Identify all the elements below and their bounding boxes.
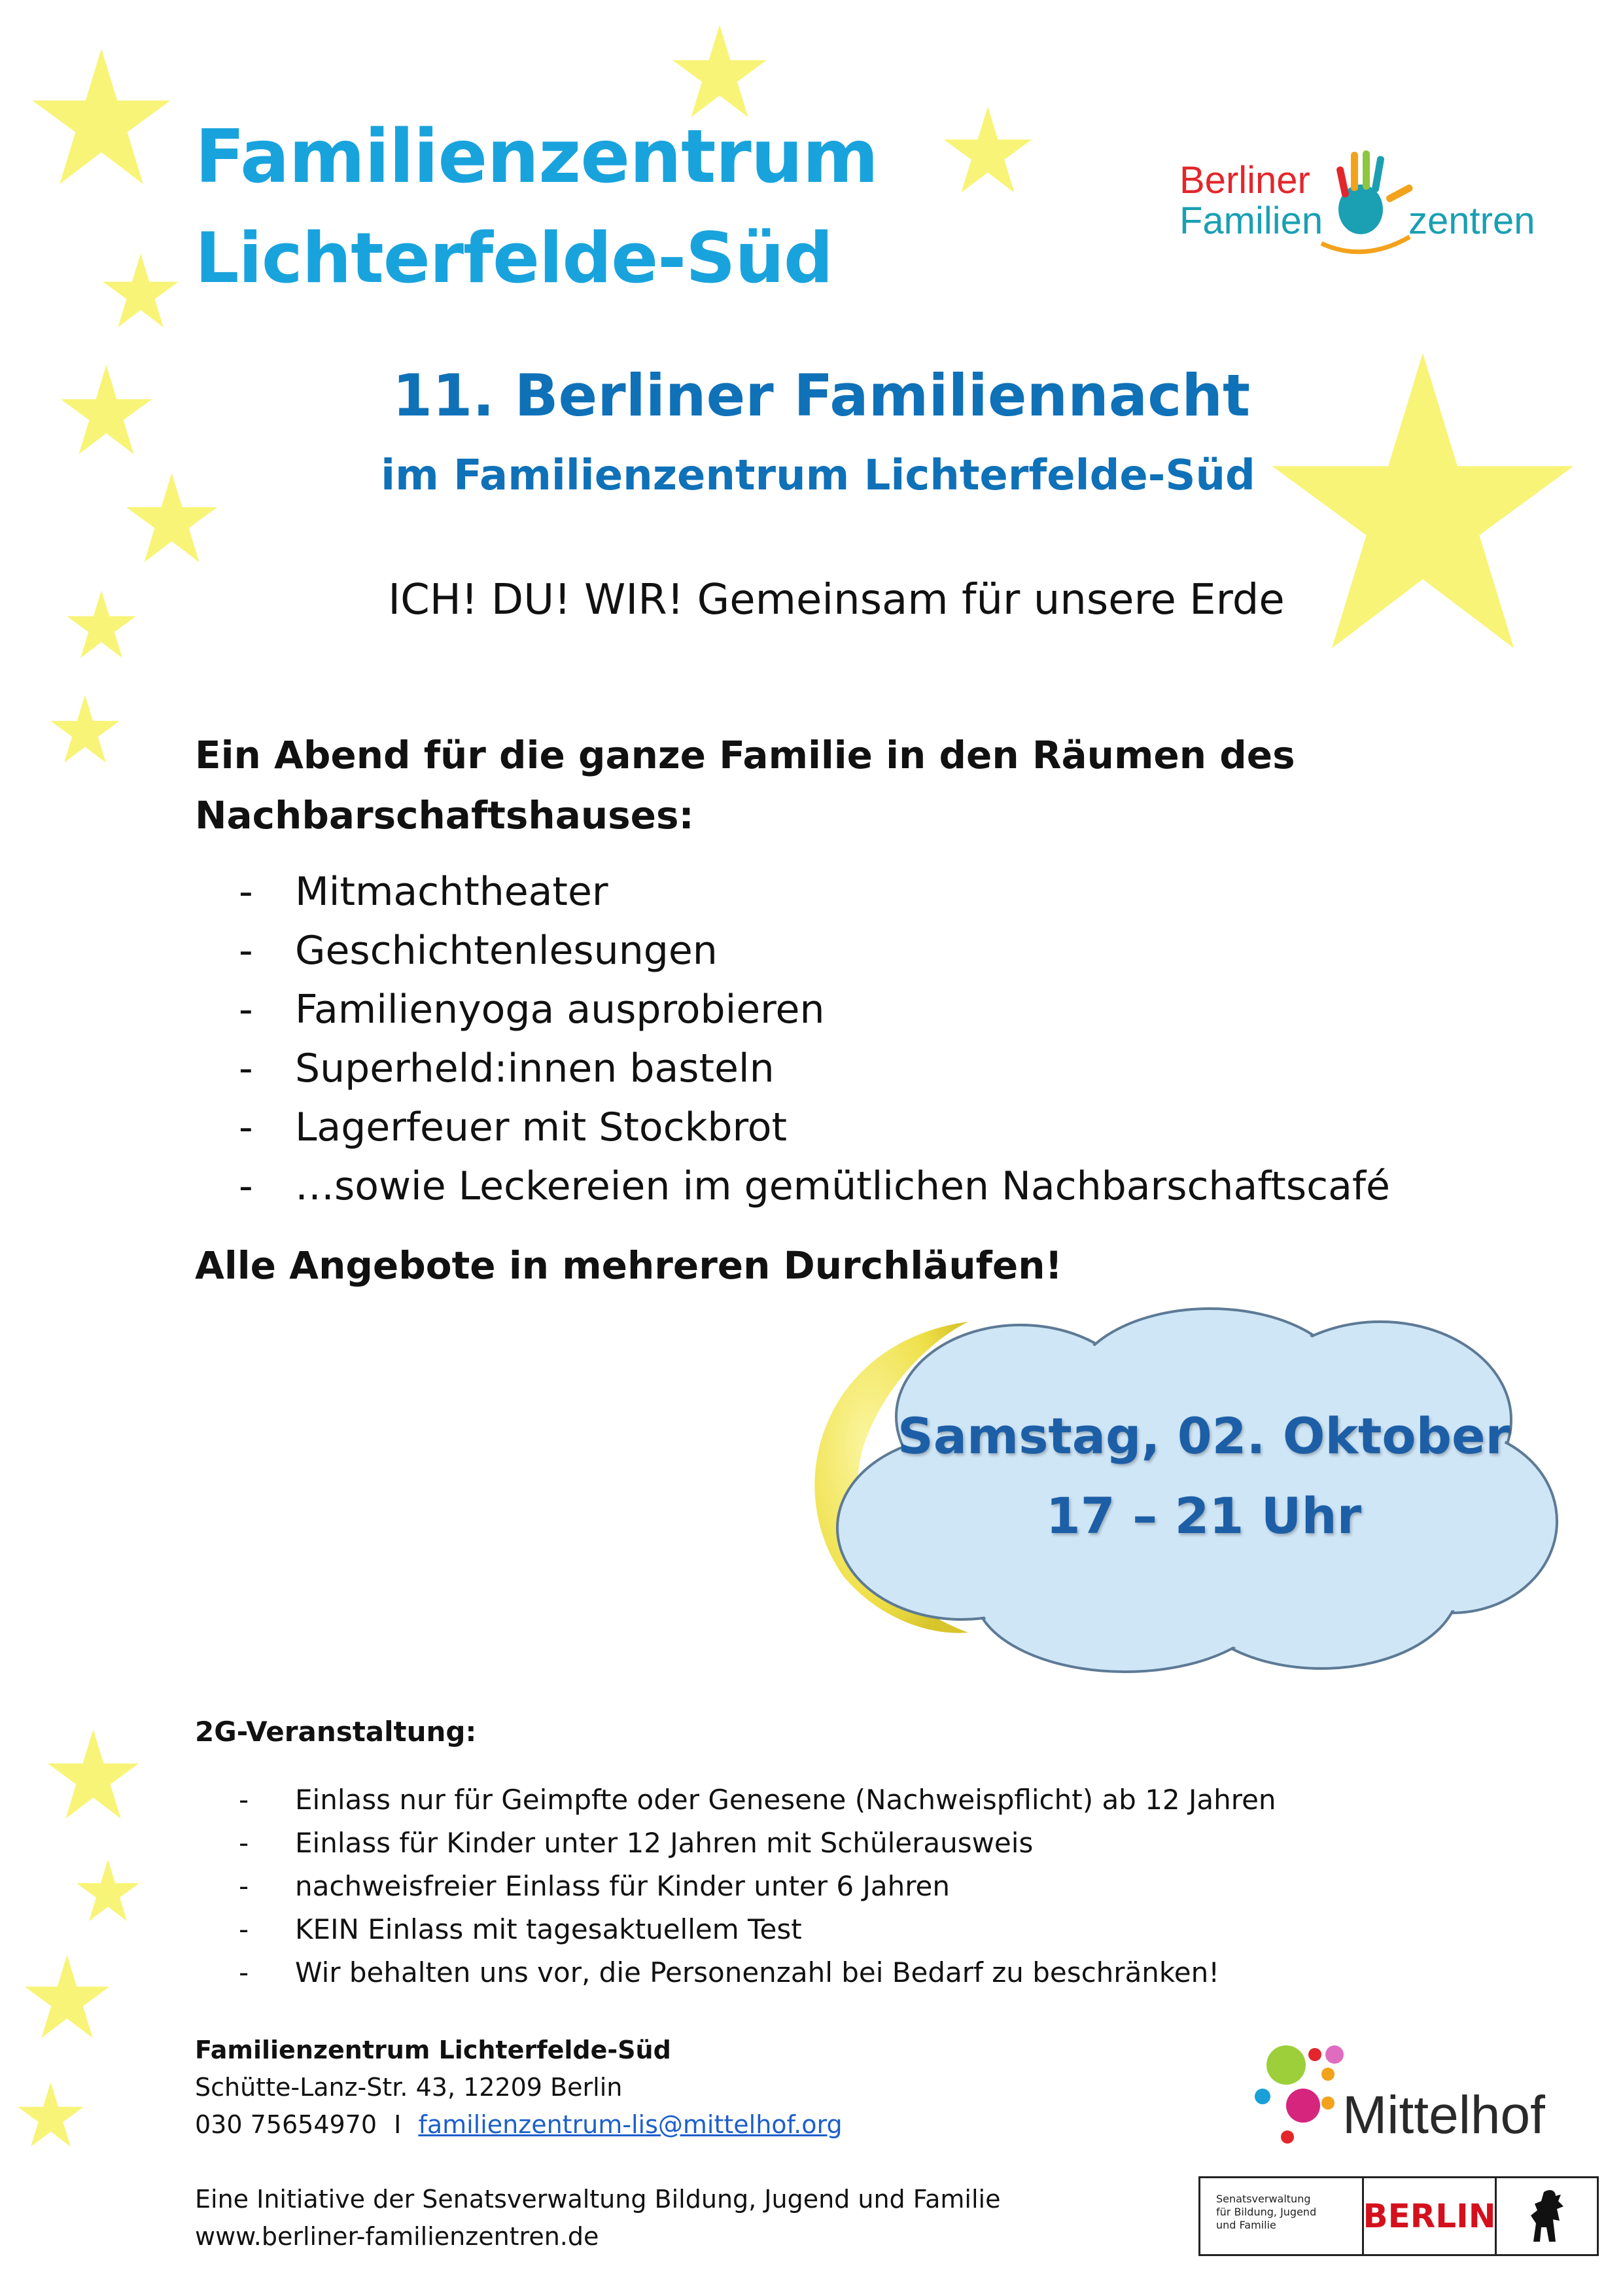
list-item: - Einlass nur für Geimpfte oder Genesene (Nachweispflicht) ab 12 Jahren <box>239 1784 1276 1816</box>
event-motto: ICH! DU! WIR! Gemeinsam für unsere Erde <box>388 576 1285 624</box>
contact-address: Schütte-Lanz-Str. 43, 12209 Berlin <box>195 2073 623 2102</box>
list-item: - KEIN Einlass mit tagesaktuellem Test <box>239 1913 802 1945</box>
list-item: - Mitmachtheater <box>239 869 608 915</box>
star-icon <box>942 105 1034 196</box>
activity-list <box>239 862 1390 1216</box>
bear-icon <box>1497 2178 1597 2254</box>
list-item: - …sowie Leckereien im gemütlichen Nachbarschaftscafé <box>239 1163 1390 1209</box>
event-time: 17 – 21 Uhr <box>1045 1487 1362 1545</box>
contact-phone: 030 75654970 <box>195 2110 377 2139</box>
list-item: - Wir behalten uns vor, die Personenzahl bei Bedarf zu beschränken! <box>239 1956 1220 1988</box>
senat-text: Senatsverwaltung für Bildung, Jugend und Familie <box>1200 2178 1364 2254</box>
page-title: Familienzentrum <box>195 115 879 200</box>
star-icon <box>46 1727 141 1822</box>
program-intro: Ein Abend für die ganze Familie in den Räumen des Nachbarschaftshauses: <box>195 733 1295 838</box>
logo-text-familien: Familien <box>1179 200 1323 242</box>
contact-separator: I <box>394 2110 402 2139</box>
mittelhof-logo <box>1243 2035 1590 2153</box>
berliner-familienzentren-logo <box>1174 139 1547 270</box>
star-icon <box>23 1953 111 2041</box>
berlin-wordmark: BERLIN <box>1364 2178 1497 2254</box>
logo-text-zentren: zentren <box>1408 200 1535 242</box>
event-subtitle: im Familienzentrum Lichterfelde-Süd <box>381 451 1255 500</box>
runs-note: Alle Angebote in mehreren Durchläufen! <box>195 1243 1062 1288</box>
list-item: - Superheld:innen basteln <box>239 1046 775 1091</box>
hand-icon <box>1321 150 1414 252</box>
contact-email-link[interactable]: familienzentrum-lis@mittelhof.org <box>418 2110 843 2139</box>
star-icon <box>29 46 173 190</box>
event-title: 11. Berliner Familiennacht <box>392 362 1251 429</box>
list-item: - Lagerfeuer mit Stockbrot <box>239 1104 788 1150</box>
rules-list <box>239 1778 1276 1994</box>
star-icon <box>671 23 769 121</box>
star-icon <box>75 1858 141 1924</box>
rules-heading: 2G-Veranstaltung: <box>195 1716 477 1748</box>
senat-berlin-logo <box>1198 2176 1599 2256</box>
star-icon <box>16 2081 85 2149</box>
list-item: - Geschichtenlesungen <box>239 928 718 974</box>
list-item: - nachweisfreier Einlass für Kinder unter 6 Jahren <box>239 1870 951 1902</box>
initiative-text: Eine Initiative der Senatsverwaltung Bildung, Jugend und Familie <box>195 2185 1001 2214</box>
initiative-block <box>195 2181 1000 2255</box>
contact-name: Familienzentrum Lichterfelde-Süd <box>195 2036 671 2064</box>
contact-line <box>195 2106 843 2144</box>
mittelhof-wordmark: Mittelhof <box>1342 2085 1545 2145</box>
star-icon <box>49 694 121 766</box>
event-date: Samstag, 02. Oktober <box>897 1407 1510 1465</box>
contact-block <box>195 2032 843 2144</box>
page-title-location: Lichterfelde-Süd <box>195 218 833 298</box>
logo-text-berliner: Berliner <box>1179 159 1310 202</box>
initiative-website: www.berliner-familienzentren.de <box>195 2222 599 2251</box>
star-icon <box>101 252 180 330</box>
list-item: - Einlass für Kinder unter 12 Jahren mit Schülerausweis <box>239 1827 1034 1859</box>
list-item: - Familienyoga ausprobieren <box>239 987 825 1033</box>
